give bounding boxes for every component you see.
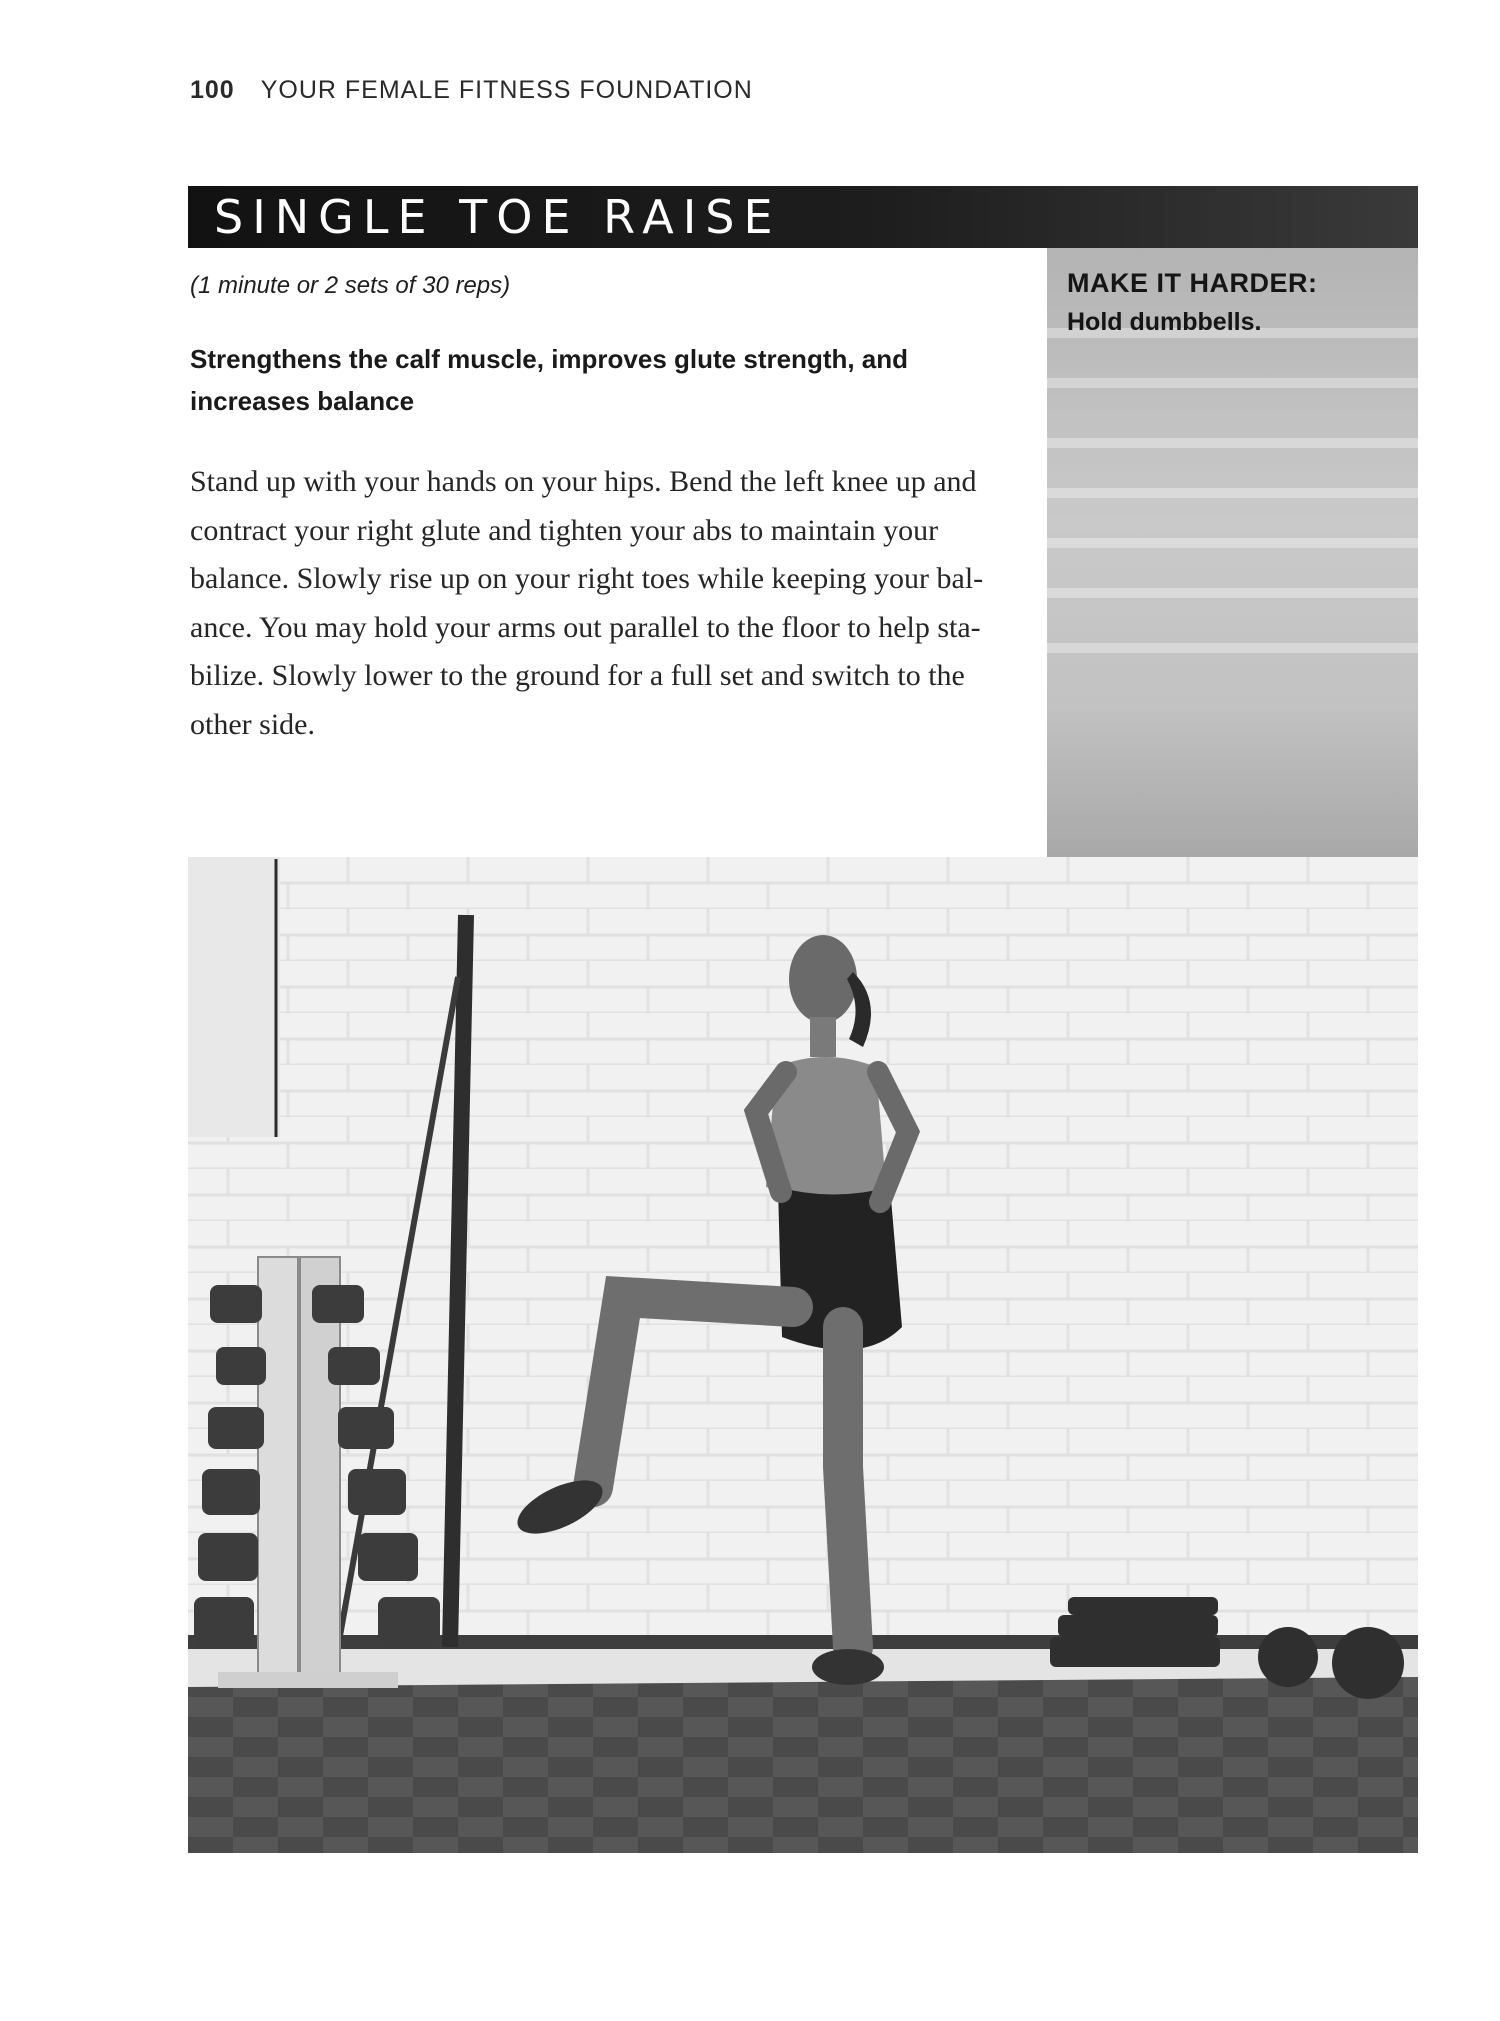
body-line: Stand up with your hands on your hips. Bend the left knee up and <box>190 465 977 498</box>
body-line: ance. You may hold your arms out parallel to the floor to help sta- <box>190 610 981 644</box>
benefits-subtitle <box>190 338 950 422</box>
body-line: other side. <box>190 707 315 741</box>
sidebar-text: Hold dumbbells. <box>1067 308 1262 336</box>
exercise-title: SINGLE TOE RAISE <box>214 190 782 244</box>
body-line: bilize. Slowly lower to the ground for a full set and switch to the <box>190 659 965 692</box>
exercise-photo <box>188 857 1418 1853</box>
running-title: YOUR FEMALE FITNESS FOUNDATION <box>260 76 753 104</box>
make-it-harder-sidebar <box>1047 248 1418 857</box>
body-line: balance. Slowly rise up on your right toes while keeping your bal- <box>190 562 984 595</box>
subtitle-line: increases balance <box>190 386 415 416</box>
reps-note: (1 minute or 2 sets of 30 reps) <box>190 272 511 299</box>
exercise-title-bar <box>188 186 1418 248</box>
running-head <box>190 76 753 105</box>
body-line: contract your right glute and tighten your abs to maintain your <box>190 513 939 547</box>
subtitle-line: Strengthens the calf muscle, improves glute strength, and <box>190 344 909 374</box>
sidebar-heading: MAKE IT HARDER: <box>1067 268 1318 298</box>
page-number: 100 <box>190 76 235 104</box>
instructions-paragraph <box>190 458 1025 749</box>
